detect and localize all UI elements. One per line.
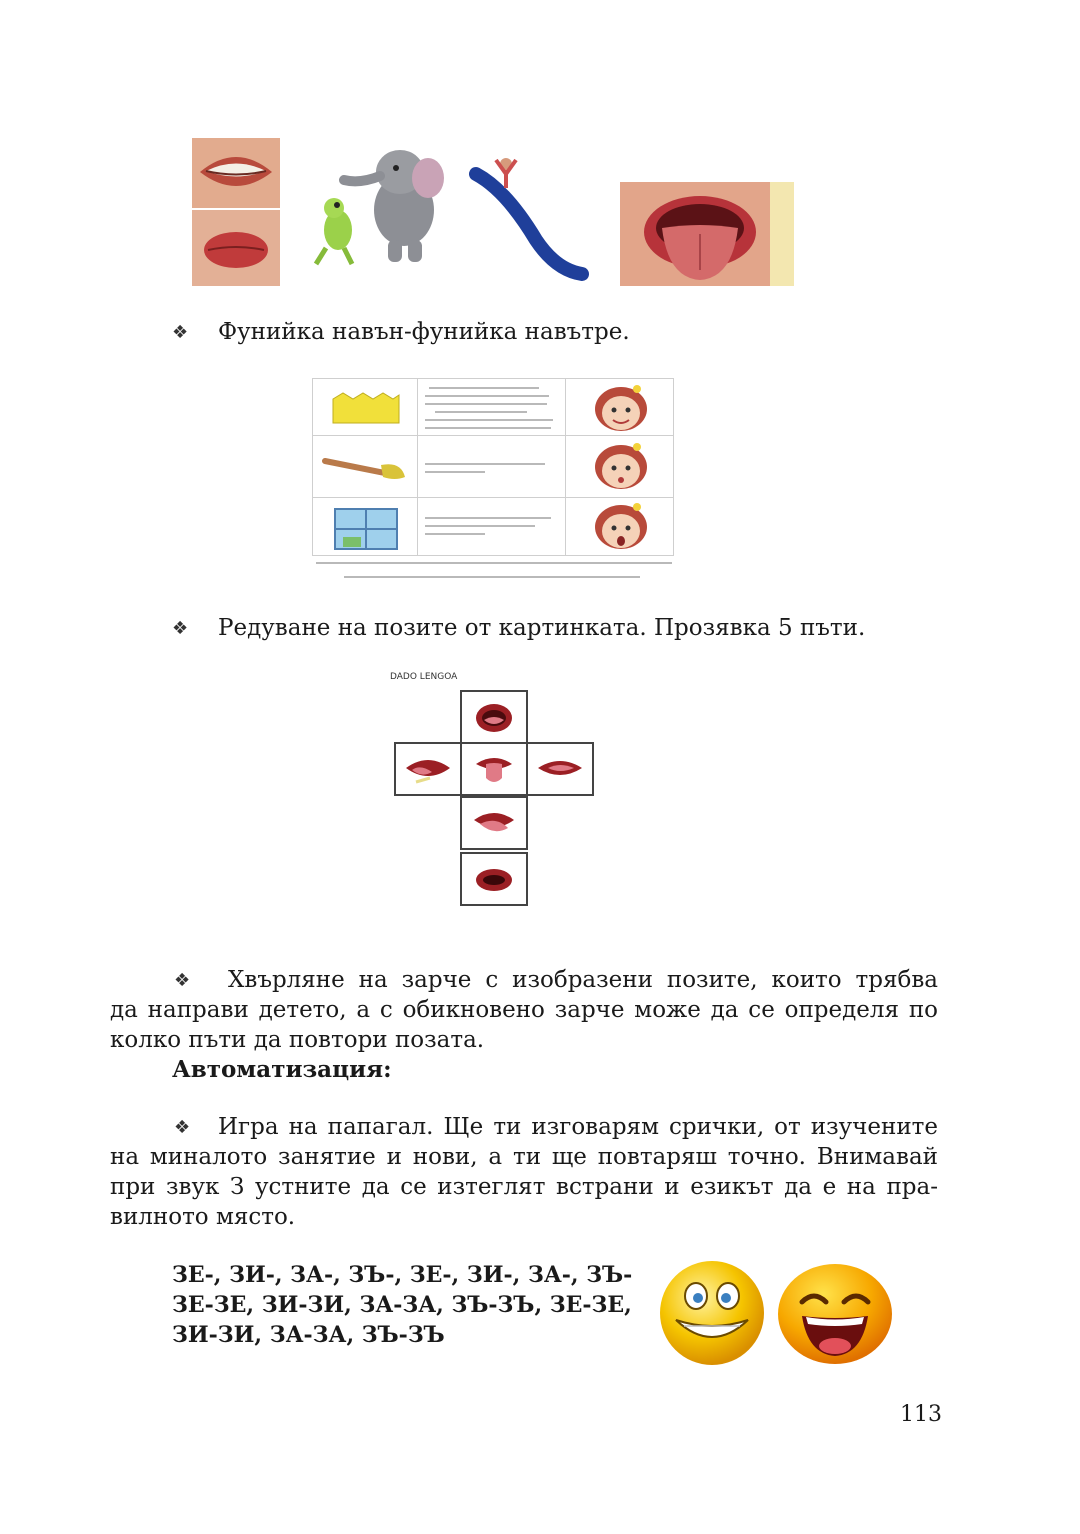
exercise-parrot-text-line: Игра на папагал. Ще ти изговарям срички, от изучените — [218, 1114, 938, 1140]
dice-face-bottom — [460, 852, 528, 906]
exercise-funnel-text: Фунийка навън-фунийка навътре. — [218, 319, 630, 345]
dice-face-left — [394, 742, 462, 796]
dice-label: DADO LENGOA — [390, 672, 458, 682]
bullet-icon: ❖ — [172, 618, 189, 639]
exercise-parrot-text-line: вилното място. — [110, 1204, 296, 1230]
exercise-alternate-text: Редуване на позите от картинката. Прозявка 5 пъти. — [218, 615, 866, 641]
dice-face-top — [460, 690, 528, 744]
articulation-table-image — [312, 378, 674, 556]
exercise-dice-text-line: Хвърляне на зарче с изобразени позите, които трябва — [228, 967, 938, 993]
exercise-dice-text-line: да направи детето, а с обикновено зарче може да се определя по — [110, 997, 938, 1023]
bullet-icon: ❖ — [172, 322, 189, 343]
grinning-smiley-icon — [658, 1258, 766, 1368]
table-caption-line — [344, 576, 640, 578]
syllables-line: ЗЕ-, ЗИ-, ЗА-, ЗЪ-, ЗЕ-, ЗИ-, ЗА-, ЗЪ- — [172, 1262, 633, 1288]
pipe-icon — [321, 447, 409, 487]
window-icon — [333, 507, 399, 551]
fence-icon — [329, 389, 403, 427]
section-heading: Автоматизация: — [172, 1056, 392, 1083]
exercise-parrot-text-line: при звук З устните да се изтеглят встрани и езикът да е на пра- — [110, 1174, 938, 1200]
table-caption-line — [316, 562, 672, 564]
bullet-icon: ❖ — [174, 1117, 191, 1138]
syllables-line: ЗЕ-ЗЕ, ЗИ-ЗИ, ЗА-ЗА, ЗЪ-ЗЪ, ЗЕ-ЗЕ, — [172, 1292, 632, 1318]
dice-face-center — [460, 742, 528, 796]
page-number: 113 — [900, 1402, 942, 1427]
pout-mouth-photo — [192, 210, 280, 286]
girl-face-smile-icon — [581, 383, 661, 433]
dice-face-lower — [460, 796, 528, 850]
exercise-parrot-text-line: на миналото занятие и нови, а ти ще повтаряш точно. Внимавай — [110, 1144, 938, 1170]
bullet-icon: ❖ — [174, 970, 191, 991]
smile-mouth-photo — [192, 138, 280, 208]
exercise-dice-text-line: колко пъти да повтори позата. — [110, 1027, 485, 1053]
girl-face-pout-icon — [581, 441, 661, 493]
elephant-frog-picture — [304, 140, 450, 270]
tongue-out-photo — [620, 182, 794, 286]
laughing-smiley-icon — [776, 1262, 894, 1366]
slide-picture — [466, 150, 592, 284]
dice-face-right — [526, 742, 594, 796]
syllables-line: ЗИ-ЗИ, ЗА-ЗА, ЗЪ-ЗЪ — [172, 1322, 445, 1348]
girl-face-open-icon — [581, 501, 661, 553]
